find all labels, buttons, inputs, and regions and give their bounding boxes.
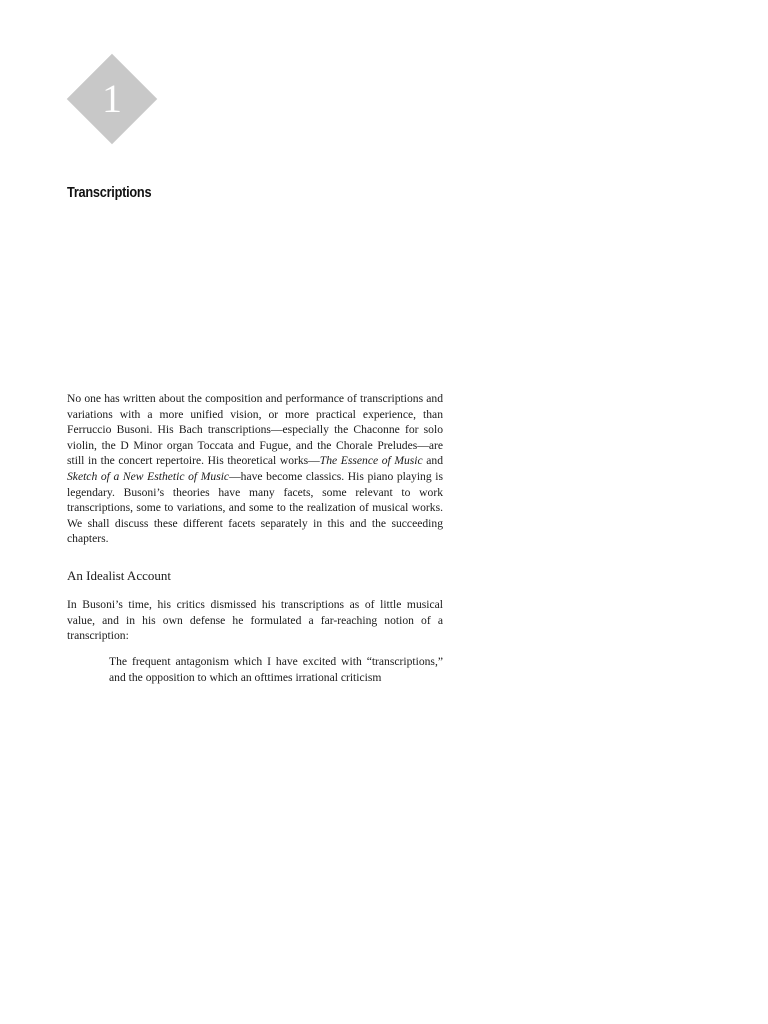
chapter-title: Transcriptions [67,184,152,201]
intro-text-part-2: and [422,454,443,468]
chapter-number-badge [67,54,157,144]
intro-text-part-3: —have become classics. His piano playing is legendary. Busoni’s theories have many facets, some relevant to work transcriptions, some to variations, and some to the realization of musical works. We shall discuss these different facets separately in this and the succeeding chapters. [67,469,443,546]
section-heading: An Idealist Account [67,568,171,583]
work-title-essence-of-music: The Essence of Music [319,454,423,468]
intro-text-part-1: No one has written about the composition and performance of transcriptions and variations with a more unified vision, or more practical experience, than Ferruccio Busoni. His Bach transcriptions—especially the Chaconne for solo violin, the D Minor organ Toccata and Fugue, and the Chorale Preludes—are still in the concert repertoire. His theoretical works— [67,392,443,468]
section-paragraph: In Busoni’s time, his critics dismissed his transcriptions as of little musical value, and in his own defense he formulated a far-reaching notion of a transcription: [67,598,443,643]
chapter-number: 1 [102,76,122,121]
intro-paragraph [67,391,443,547]
work-title-sketch-new-esthetic: Sketch of a New Esthetic of Music [67,469,230,483]
block-quote: The frequent antagonism which I have excited with “transcriptions,” and the opposition to which an ofttimes irrational criticism [109,655,443,684]
